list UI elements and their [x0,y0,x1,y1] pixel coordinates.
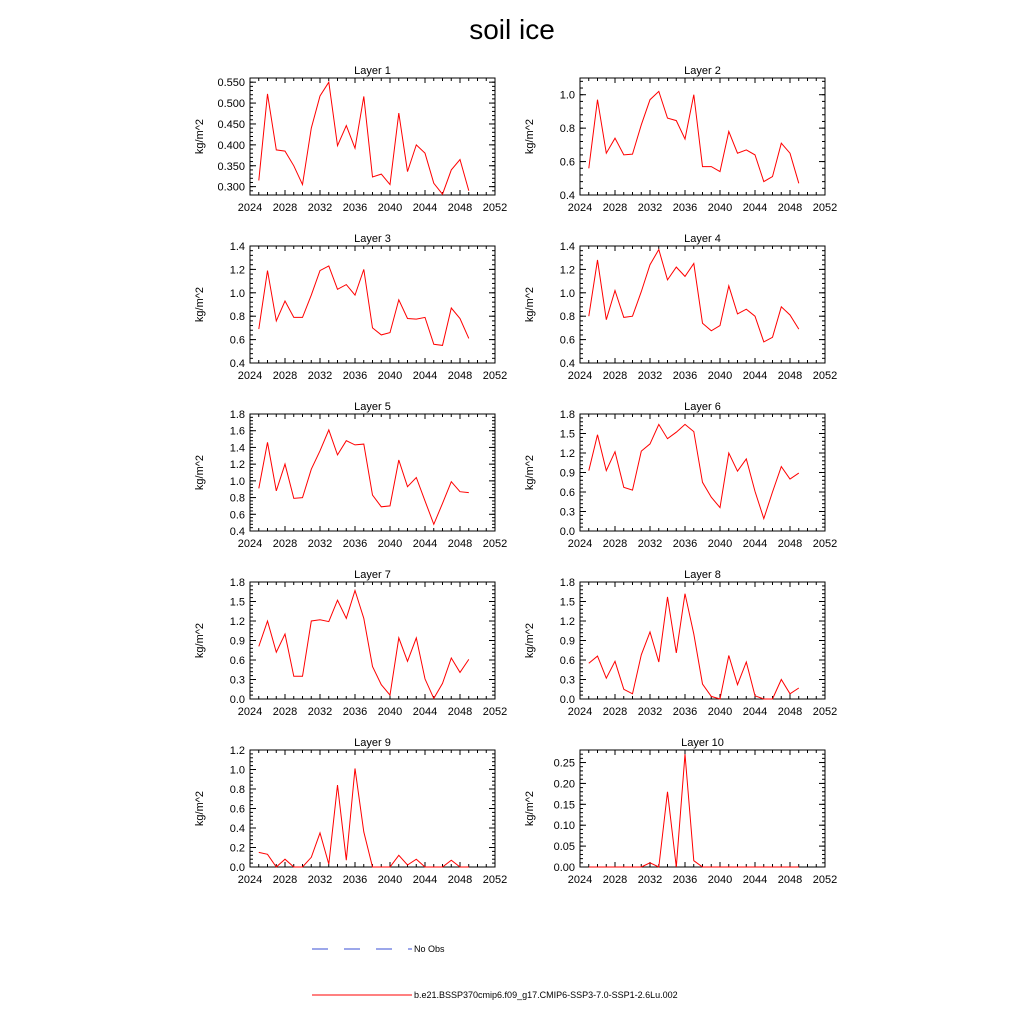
y-tick-label: 1.2 [229,616,245,628]
y-tick-label: 0.500 [217,98,245,111]
y-tick-label: 1.5 [559,596,575,609]
x-tick-label: 2040 [377,538,403,550]
x-tick-label: 2028 [602,538,628,550]
x-tick-label: 2036 [342,538,368,550]
y-tick-label: 1.0 [559,89,575,102]
y-tick-label: 0.0 [229,694,245,706]
x-tick-label: 2044 [742,874,768,886]
panel-title: Layer 4 [684,233,721,245]
y-tick-label: 0.0 [229,862,245,874]
y-tick-label: 0.3 [559,674,575,687]
x-tick-label: 2032 [637,706,663,718]
x-tick-label: 2024 [567,202,593,214]
y-tick-label: 0.8 [559,123,575,136]
x-tick-label: 2036 [342,370,368,382]
x-tick-label: 2048 [447,874,473,886]
x-tick-label: 2024 [237,874,263,886]
y-tick-label: 0.10 [553,820,575,833]
panel-title: Layer 9 [354,737,391,749]
y-tick-label: 1.5 [229,596,245,609]
y-tick-label: 1.2 [559,616,575,628]
y-axis-label: kg/m^2 [194,454,206,491]
x-tick-label: 2036 [672,202,698,214]
x-tick-label: 2044 [742,706,768,718]
legend-model-label: b.e21.BSSP370cmip6.f09_g17.CMIP6-SSP3-7.0-SSP1-2.6Lu.002 [414,990,678,1000]
panel-title: Layer 5 [354,401,391,413]
y-tick-label: 0.8 [229,492,245,505]
x-tick-label: 2028 [272,370,298,382]
x-tick-label: 2052 [482,874,508,886]
x-tick-label: 2040 [707,874,733,886]
y-tick-label: 0.8 [229,311,245,324]
x-tick-label: 2052 [812,706,838,718]
y-tick-label: 1.8 [559,409,575,421]
x-tick-label: 2024 [567,538,593,550]
y-tick-label: 0.25 [553,757,575,770]
y-tick-label: 0.05 [553,841,575,854]
y-tick-label: 1.4 [229,442,245,455]
y-tick-label: 0.4 [229,526,245,538]
y-tick-label: 0.6 [559,655,575,667]
y-tick-label: 0.2 [229,842,245,855]
x-tick-label: 2044 [742,370,768,382]
x-tick-label: 2024 [237,538,263,550]
x-tick-label: 2036 [672,538,698,550]
y-tick-label: 0.4 [229,358,245,370]
y-tick-label: 0.3 [229,674,245,687]
y-tick-label: 1.0 [559,287,575,300]
x-tick-label: 2040 [377,370,403,382]
x-tick-label: 2052 [482,706,508,718]
x-tick-label: 2048 [777,706,803,718]
x-tick-label: 2036 [672,874,698,886]
x-tick-label: 2028 [602,202,628,214]
y-tick-label: 1.8 [229,577,245,589]
x-tick-label: 2024 [567,874,593,886]
x-tick-label: 2040 [377,202,403,214]
y-tick-label: 1.8 [229,409,245,421]
x-tick-label: 2028 [272,202,298,214]
y-axis-label: kg/m^2 [194,118,206,155]
x-tick-label: 2032 [307,202,333,214]
x-tick-label: 2028 [602,370,628,382]
y-tick-label: 1.0 [229,287,245,300]
x-tick-label: 2040 [707,202,733,214]
y-tick-label: 0.3 [559,506,575,519]
y-tick-label: 0.6 [559,156,575,169]
x-tick-label: 2052 [482,538,508,550]
x-tick-label: 2028 [272,874,298,886]
y-tick-label: 1.8 [559,577,575,589]
x-tick-label: 2044 [412,202,438,214]
x-tick-label: 2052 [812,874,838,886]
x-tick-label: 2044 [412,874,438,886]
y-tick-label: 0.20 [553,778,575,791]
y-tick-label: 0.6 [229,509,245,522]
x-tick-label: 2036 [342,706,368,718]
x-tick-label: 2024 [567,706,593,718]
x-tick-label: 2032 [307,538,333,550]
panel-title: Layer 3 [354,233,391,245]
y-axis-label: kg/m^2 [524,286,536,323]
y-tick-label: 1.6 [229,425,245,438]
y-tick-label: 0.450 [217,118,245,131]
x-tick-label: 2024 [237,370,263,382]
y-tick-label: 1.4 [229,241,245,253]
x-tick-label: 2024 [237,202,263,214]
y-tick-label: 0.300 [217,181,245,194]
y-tick-label: 0.9 [229,635,245,648]
x-tick-label: 2032 [307,874,333,886]
x-tick-label: 2048 [447,538,473,550]
y-tick-label: 0.8 [229,784,245,796]
y-axis-label: kg/m^2 [524,790,536,827]
x-tick-label: 2052 [482,202,508,214]
y-axis-label: kg/m^2 [194,622,206,659]
x-tick-label: 2032 [307,370,333,382]
y-tick-label: 0.00 [553,862,575,874]
y-tick-label: 0.0 [559,694,575,706]
panel-title: Layer 1 [354,65,391,77]
y-tick-label: 1.2 [229,264,245,277]
x-tick-label: 2048 [447,706,473,718]
x-tick-label: 2040 [707,538,733,550]
y-axis-label: kg/m^2 [524,454,536,491]
y-tick-label: 0.6 [229,334,245,347]
y-tick-label: 0.6 [229,655,245,667]
x-tick-label: 2028 [272,706,298,718]
y-tick-label: 1.2 [559,264,575,277]
y-tick-label: 0.4 [559,190,575,202]
y-axis-label: kg/m^2 [524,118,536,155]
x-tick-label: 2052 [812,370,838,382]
x-tick-label: 2048 [447,370,473,382]
x-tick-label: 2036 [342,874,368,886]
x-tick-label: 2052 [812,202,838,214]
x-tick-label: 2040 [377,706,403,718]
x-tick-label: 2044 [412,370,438,382]
y-tick-label: 1.0 [229,475,245,488]
x-tick-label: 2052 [482,370,508,382]
x-tick-label: 2044 [742,202,768,214]
y-tick-label: 0.350 [217,160,245,173]
y-tick-label: 0.6 [229,803,245,816]
panel-title: Layer 2 [684,65,721,77]
x-tick-label: 2048 [777,874,803,886]
x-tick-label: 2032 [637,202,663,214]
legend-obs-label: No Obs [414,944,445,954]
x-tick-label: 2040 [707,370,733,382]
y-tick-label: 0.15 [553,799,575,812]
x-tick-label: 2048 [777,370,803,382]
x-tick-label: 2032 [637,538,663,550]
y-tick-label: 1.2 [559,448,575,460]
y-tick-label: 1.5 [559,428,575,441]
y-tick-label: 0.550 [217,77,245,90]
panel-title: Layer 8 [684,569,721,581]
x-tick-label: 2028 [272,538,298,550]
y-tick-label: 1.4 [559,241,575,253]
x-tick-label: 2036 [672,706,698,718]
panel-title: Layer 7 [354,569,391,581]
y-tick-label: 1.0 [229,764,245,777]
x-tick-label: 2040 [377,874,403,886]
x-tick-label: 2036 [342,202,368,214]
x-tick-label: 2024 [237,706,263,718]
y-tick-label: 0.0 [559,526,575,538]
y-axis-label: kg/m^2 [194,286,206,323]
figure-title: soil ice [469,14,555,45]
y-tick-label: 0.4 [229,823,245,835]
x-tick-label: 2052 [812,538,838,550]
x-tick-label: 2048 [447,202,473,214]
x-tick-label: 2048 [777,202,803,214]
x-tick-label: 2044 [412,706,438,718]
panel-title: Layer 6 [684,401,721,413]
y-axis-label: kg/m^2 [194,790,206,827]
x-tick-label: 2032 [637,370,663,382]
y-tick-label: 0.4 [559,358,575,370]
x-tick-label: 2032 [307,706,333,718]
x-tick-label: 2040 [707,706,733,718]
x-tick-label: 2032 [637,874,663,886]
x-tick-label: 2036 [672,370,698,382]
panel-title: Layer 10 [681,737,724,749]
y-tick-label: 0.8 [559,311,575,324]
x-tick-label: 2044 [742,538,768,550]
y-tick-label: 0.9 [559,467,575,480]
x-tick-label: 2028 [602,874,628,886]
y-tick-label: 0.6 [559,334,575,347]
y-tick-label: 0.6 [559,487,575,499]
y-tick-label: 1.2 [229,745,245,757]
y-axis-label: kg/m^2 [524,622,536,659]
y-tick-label: 0.9 [559,635,575,648]
x-tick-label: 2024 [567,370,593,382]
y-tick-label: 1.2 [229,459,245,472]
y-tick-label: 0.400 [217,139,245,152]
x-tick-label: 2028 [602,706,628,718]
x-tick-label: 2048 [777,538,803,550]
x-tick-label: 2044 [412,538,438,550]
